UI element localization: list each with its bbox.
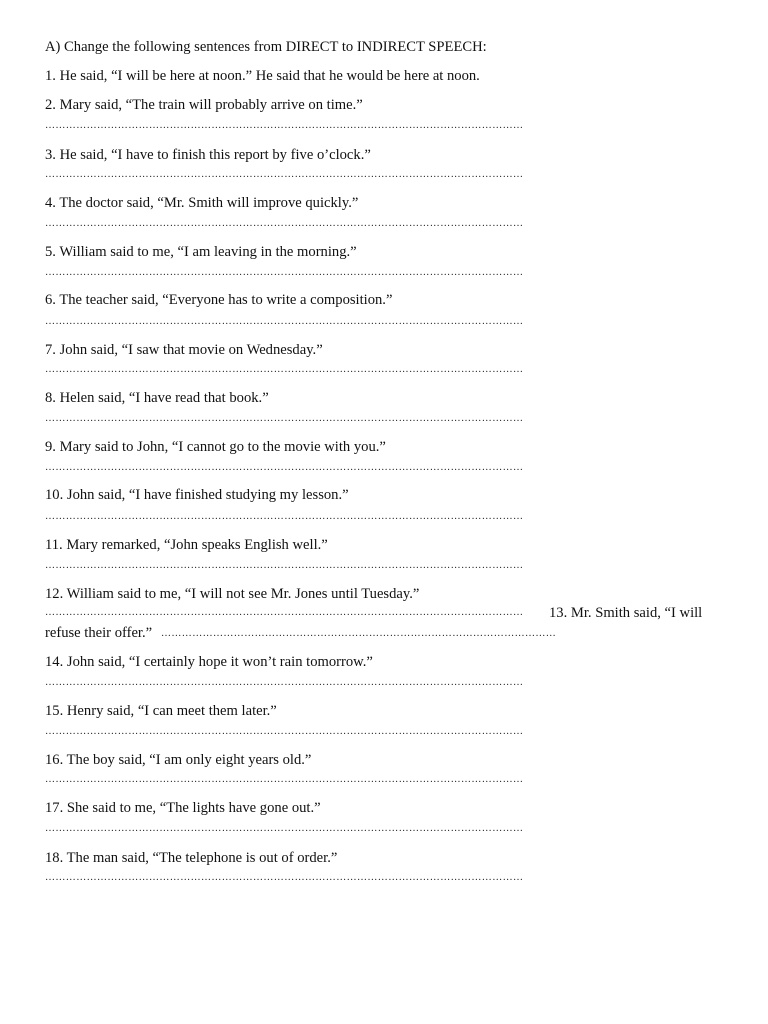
answer-line-4[interactable]: ………………………………………………………………………………………………………………………… bbox=[45, 218, 524, 229]
question-15: 15. Henry said, “I can meet them later.” bbox=[45, 703, 277, 719]
answer-line-7[interactable]: ………………………………………………………………………………………………………………………… bbox=[45, 364, 524, 375]
answer-line-11[interactable]: ………………………………………………………………………………………………………………………… bbox=[45, 560, 524, 571]
answer-line-3[interactable]: ………………………………………………………………………………………………………………………… bbox=[45, 169, 524, 180]
answer-line-2[interactable]: ………………………………………………………………………………………………………………………… bbox=[45, 120, 524, 131]
question-3: 3. He said, “I have to finish this report by five o’clock.” bbox=[45, 147, 371, 163]
example-sentence: 1. He said, “I will be here at noon.” He said that he would be here at noon. bbox=[45, 68, 480, 84]
answer-line-15[interactable]: ………………………………………………………………………………………………………………………… bbox=[45, 726, 524, 737]
question-14: 14. John said, “I certainly hope it won’t rain tomorrow.” bbox=[45, 654, 373, 670]
question-2: 2. Mary said, “The train will probably arrive on time.” bbox=[45, 97, 363, 113]
answer-line-18[interactable]: ………………………………………………………………………………………………………………………… bbox=[45, 872, 524, 883]
question-13-end: refuse their offer.” bbox=[45, 625, 153, 641]
question-5: 5. William said to me, “I am leaving in the morning.” bbox=[45, 244, 357, 260]
question-4: 4. The doctor said, “Mr. Smith will improve quickly.” bbox=[45, 195, 359, 211]
question-17: 17. She said to me, “The lights have gone out.” bbox=[45, 800, 321, 816]
question-6: 6. The teacher said, “Everyone has to write a composition.” bbox=[45, 292, 393, 308]
answer-line-8[interactable]: ………………………………………………………………………………………………………………………… bbox=[45, 413, 524, 424]
question-13-start: 13. Mr. Smith said, “I will bbox=[549, 605, 703, 621]
question-18: 18. The man said, “The telephone is out of order.” bbox=[45, 850, 338, 866]
worksheet-heading: A) Change the following sentences from DIRECT to INDIRECT SPEECH: bbox=[45, 39, 487, 55]
answer-line-13[interactable]: …………………………………………………………………………………………………… bbox=[161, 628, 557, 639]
question-11: 11. Mary remarked, “John speaks English well.” bbox=[45, 537, 328, 553]
answer-line-5[interactable]: ………………………………………………………………………………………………………………………… bbox=[45, 267, 524, 278]
question-8: 8. Helen said, “I have read that book.” bbox=[45, 390, 269, 406]
question-10: 10. John said, “I have finished studying my lesson.” bbox=[45, 487, 349, 503]
answer-line-9[interactable]: ………………………………………………………………………………………………………………………… bbox=[45, 462, 524, 473]
question-7: 7. John said, “I saw that movie on Wednesday.” bbox=[45, 342, 323, 358]
answer-line-12[interactable]: ………………………………………………………………………………………………………………………… bbox=[45, 607, 524, 618]
answer-line-10[interactable]: ………………………………………………………………………………………………………………………… bbox=[45, 511, 524, 522]
answer-line-17[interactable]: ………………………………………………………………………………………………………………………… bbox=[45, 823, 524, 834]
question-9: 9. Mary said to John, “I cannot go to the movie with you.” bbox=[45, 439, 386, 455]
answer-line-14[interactable]: ………………………………………………………………………………………………………………………… bbox=[45, 677, 524, 688]
question-12: 12. William said to me, “I will not see Mr. Jones until Tuesday.” bbox=[45, 586, 420, 602]
answer-line-6[interactable]: ………………………………………………………………………………………………………………………… bbox=[45, 316, 524, 327]
answer-line-16[interactable]: ………………………………………………………………………………………………………………………… bbox=[45, 774, 524, 785]
question-16: 16. The boy said, “I am only eight years old.” bbox=[45, 752, 312, 768]
